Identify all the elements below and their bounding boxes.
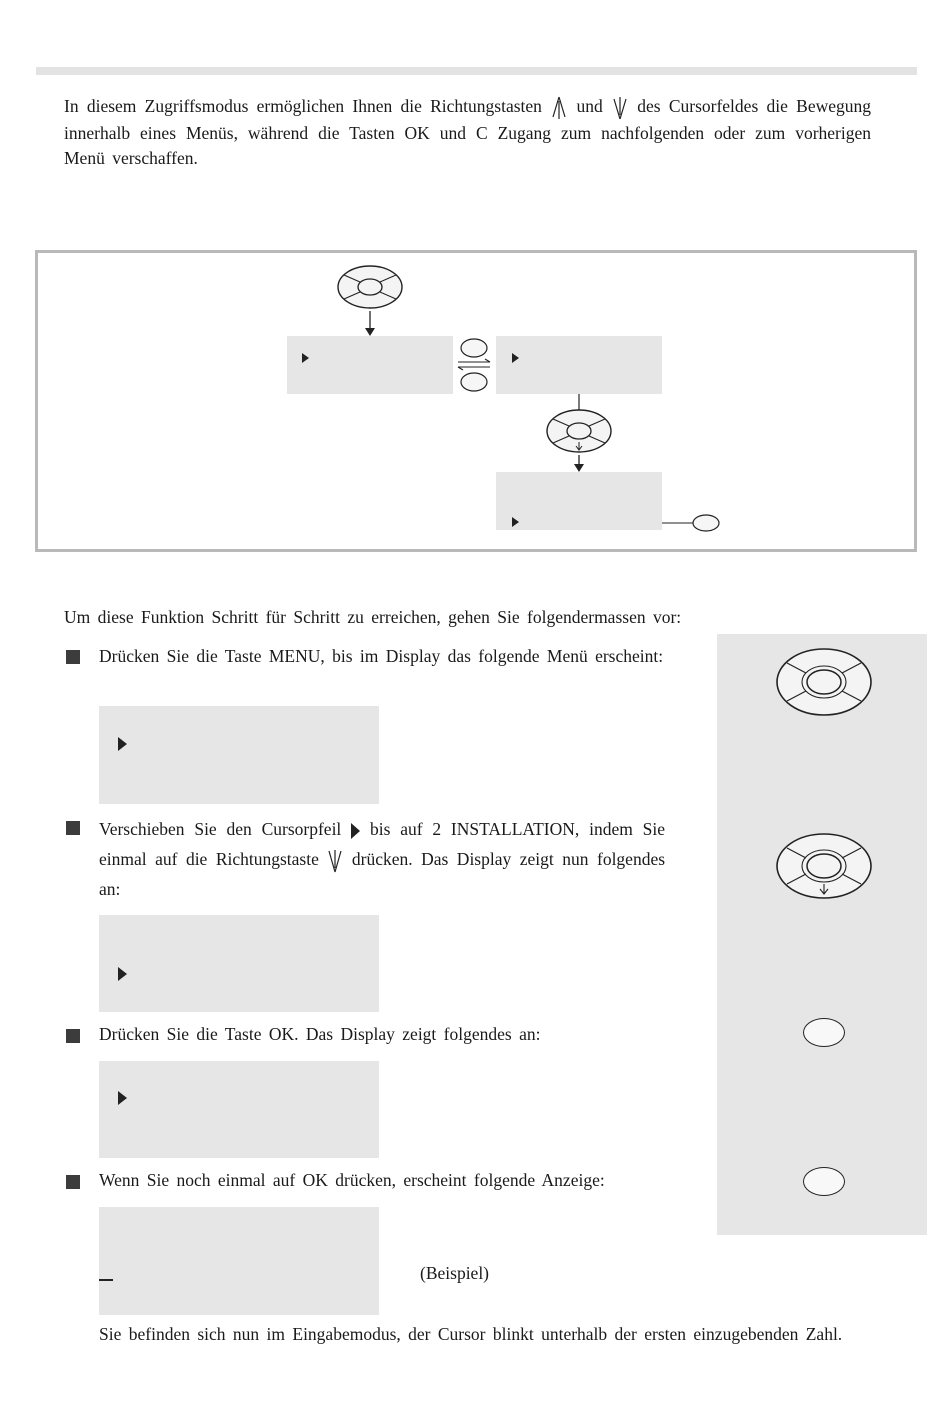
intro-text-3: des Cursorfeldes die Bewegung innerhalb eines Menüs, während die Tasten OK und C Zugang zum nachfolgenden oder zum vorherigen Menü verschaffen. [64,96,871,168]
cursor-pad-icon [335,263,405,311]
bullet-marker [66,821,80,835]
step-1-text: Drücken Sie die Taste MENU, bis im Display das folgende Menü erscheint: [99,646,664,666]
header-rule [36,67,917,75]
bullet-marker [66,1175,80,1189]
navigation-diagram [35,250,917,552]
conclusion-text: Sie befinden sich nun im Eingabemodus, der Cursor blinkt unterhalb der ersten einzugebenden Zahl. [99,1324,843,1344]
diagram-display-menu [287,336,453,394]
display-pointer-icon [351,823,360,839]
display-pointer-icon [512,353,519,363]
display-pointer-icon [118,1091,127,1105]
bullet-marker [66,1029,80,1043]
key-sidebar [717,634,927,1235]
display-step-2 [99,915,379,1012]
diagram-display-submenu [496,336,662,394]
display-pointer-icon [512,517,519,527]
cursor-pad-icon [774,646,874,718]
display-pointer-icon [302,353,309,363]
ok-key-icon [803,1167,845,1196]
step-2-text-3: drücken. Das Display zeigt nun folgendes an: [99,849,666,899]
diagram-display-item [496,472,662,530]
intro-text-1: In diesem Zugriffsmodus ermöglichen Ihnen die Richtungstasten [64,96,542,116]
example-label: (Beispiel) [420,1263,490,1283]
step-2-text [99,814,665,904]
down-arrow-icon [364,311,376,337]
cursor-pad-down-icon [774,831,874,901]
step-4-text: Wenn Sie noch einmal auf OK drücken, erscheint folgende Anzeige: [99,1170,605,1190]
display-step-1 [99,706,379,804]
cursor-pad-down-icon [544,407,614,455]
display-step-4 [99,1207,379,1315]
intro-paragraph [64,94,871,171]
ok-key-icon [662,512,722,534]
ok-key-icon [803,1018,845,1047]
ok-c-key-pair-icon [455,338,493,392]
down-arrow-icon [573,455,585,473]
input-cursor [99,1279,113,1281]
display-pointer-icon [118,967,127,981]
display-step-3 [99,1061,379,1158]
step-2-text-2: bis auf 2 INSTALLATION, indem Sie einmal auf die Richtungstaste [99,819,666,869]
down-arrow-key-icon [327,848,343,874]
display-pointer-icon [118,737,127,751]
bullet-marker [66,650,80,664]
step-3-text: Drücken Sie die Taste OK. Das Display zeigt folgendes an: [99,1024,541,1044]
step-2-text-1: Verschieben Sie den Cursorpfeil [99,819,342,839]
intro-text-2: und [576,96,603,116]
up-arrow-key-icon [550,95,568,121]
instructions-intro: Um diese Funktion Schritt für Schritt zu erreichen, gehen Sie folgendermassen vor: [64,607,682,627]
down-arrow-key-icon [611,95,629,121]
